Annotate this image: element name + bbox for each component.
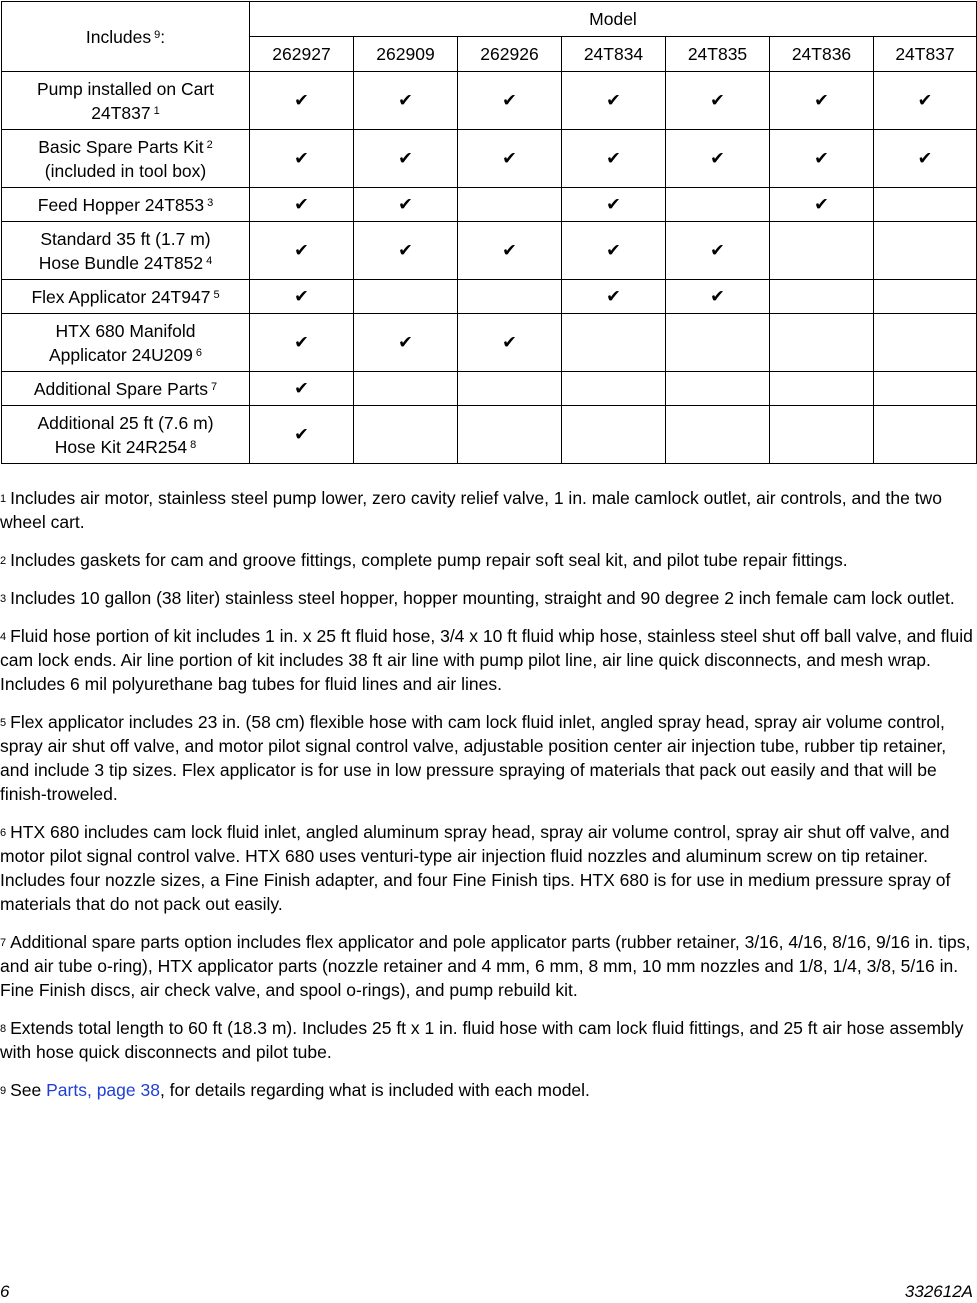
empty-cell (562, 406, 666, 464)
empty-cell (458, 372, 562, 406)
table-row (2, 372, 977, 406)
check-mark-icon: ✔ (250, 188, 354, 222)
check-mark-icon: ✔ (562, 280, 666, 314)
row-label: Pump installed on Cart 24T837 $^1$ (2, 72, 250, 130)
check-mark-icon: ✔ (666, 222, 770, 280)
empty-cell (666, 372, 770, 406)
check-mark-icon: ✔ (562, 188, 666, 222)
check-mark-icon: ✔ (666, 280, 770, 314)
check-mark-icon: ✔ (562, 222, 666, 280)
model-header: Model (250, 2, 977, 37)
empty-cell (874, 372, 977, 406)
check-mark-icon: ✔ (874, 130, 977, 188)
table-row (2, 188, 977, 222)
check-mark-icon: ✔ (250, 130, 354, 188)
empty-cell (874, 280, 977, 314)
empty-cell (458, 188, 562, 222)
empty-cell (562, 372, 666, 406)
page-number: 6 (0, 1282, 10, 1301)
model-number: 24T836 (770, 37, 874, 72)
check-mark-icon: ✔ (250, 406, 354, 464)
check-mark-icon: ✔ (354, 314, 458, 372)
check-mark-icon: ✔ (354, 130, 458, 188)
footnote-9: $^9$ See Parts, page 38, for details regarding what is included with each model. (0, 1080, 590, 1100)
footnote-4: $^4$ Fluid hose portion of kit includes 1 in. x 25 ft fluid hose, 3/4 x 10 ft fluid whip hose, stainless steel shut off ball valve, and fluid cam lock ends. Air line portion of kit includes 38 ft air line with pump pilot line, air line quick disconnects, and mesh wrap. Includes 6 mil polyurethane bag tubes for fluid lines and air lines. (0, 626, 973, 694)
check-mark-icon: ✔ (250, 222, 354, 280)
row-label: Standard 35 ft (1.7 m) Hose Bundle 24T852 $^4$ (2, 222, 250, 280)
row-label: HTX 680 Manifold Applicator 24U209 $^6$ (2, 314, 250, 372)
table-row (2, 280, 977, 314)
check-mark-icon: ✔ (874, 72, 977, 130)
check-mark-icon: ✔ (354, 72, 458, 130)
model-number: 24T835 (666, 37, 770, 72)
empty-cell (458, 406, 562, 464)
empty-cell (458, 280, 562, 314)
check-mark-icon: ✔ (354, 222, 458, 280)
table-row (2, 72, 977, 130)
row-label: Additional Spare Parts $^7$ (2, 372, 250, 406)
footnote-1: $^1$ Includes air motor, stainless steel pump lower, zero cavity relief valve, 1 in. male camlock outlet, air controls, and the two wheel cart. (0, 488, 942, 532)
check-mark-icon: ✔ (562, 130, 666, 188)
row-label: Additional 25 ft (7.6 m) Hose Kit 24R254 $^8$ (2, 406, 250, 464)
model-number: 24T837 (874, 37, 977, 72)
footnotes (0, 486, 975, 1116)
empty-cell (770, 280, 874, 314)
empty-cell (354, 406, 458, 464)
check-mark-icon: ✔ (562, 72, 666, 130)
row-label: Basic Spare Parts Kit $^2$ (included in tool box) (2, 130, 250, 188)
empty-cell (874, 314, 977, 372)
empty-cell (874, 188, 977, 222)
check-mark-icon: ✔ (458, 222, 562, 280)
empty-cell (770, 314, 874, 372)
check-mark-icon: ✔ (250, 280, 354, 314)
table-row (2, 222, 977, 280)
empty-cell (874, 222, 977, 280)
empty-cell (666, 188, 770, 222)
footnote-2: $^2$ Includes gaskets for cam and groove fittings, complete pump repair soft seal kit, and pilot tube repair fittings. (0, 550, 848, 570)
check-mark-icon: ✔ (458, 314, 562, 372)
table-row (2, 130, 977, 188)
check-mark-icon: ✔ (770, 72, 874, 130)
model-number: 262909 (354, 37, 458, 72)
parts-page-link[interactable]: Parts, page 38 (46, 1080, 160, 1100)
footnote-7: $^7$ Additional spare parts option includes flex applicator and pole applicator parts (rubber retainer, 3/16, 4/16, 8/16, 9/16 in. tips, and air tube o-ring), HTX applicator parts (nozzle retainer and 4 mm, 6 mm, 8 mm, 10 mm nozzles and 1/8, 1/4, 3/8, 5/16 in. Fine Finish discs, air check valve, and spool o-rings), and pump rebuild kit. (0, 932, 971, 1000)
footnote-6: $^6$ HTX 680 includes cam lock fluid inlet, angled aluminum spray head, spray air volume control, spray air shut off valve, and motor pilot signal control valve. HTX 680 uses venturi-type air injection fluid nozzles and aluminum screw on tip retainer. Includes four nozzle sizes, a Fine Finish adapter, and four Fine Finish tips. HTX 680 is for use in medium pressure spray of materials that do not pack out easily. (0, 822, 951, 914)
model-number: 24T834 (562, 37, 666, 72)
check-mark-icon: ✔ (354, 188, 458, 222)
includes-header: Includes $^9$: (2, 2, 250, 72)
model-number: 262926 (458, 37, 562, 72)
check-mark-icon: ✔ (458, 130, 562, 188)
check-mark-icon: ✔ (666, 130, 770, 188)
empty-cell (770, 406, 874, 464)
check-mark-icon: ✔ (250, 72, 354, 130)
empty-cell (354, 372, 458, 406)
includes-table (1, 1, 977, 464)
footnote-5: $^5$ Flex applicator includes 23 in. (58 cm) flexible hose with cam lock fluid inlet, angled spray head, spray air volume control, spray air shut off valve, and motor pilot signal control valve, adjustable position center air injection tube, rubber tip retainer, and include 3 tip sizes. Flex applicator is for use in low pressure spraying of materials that pack out easily and that will be finish-troweled. (0, 712, 947, 804)
check-mark-icon: ✔ (250, 314, 354, 372)
empty-cell (666, 406, 770, 464)
check-mark-icon: ✔ (666, 72, 770, 130)
document-id: 332612A (904, 1282, 973, 1301)
row-label: Flex Applicator 24T947 $^5$ (2, 280, 250, 314)
table-row (2, 406, 977, 464)
empty-cell (770, 222, 874, 280)
check-mark-icon: ✔ (770, 130, 874, 188)
empty-cell (874, 406, 977, 464)
check-mark-icon: ✔ (458, 72, 562, 130)
empty-cell (666, 314, 770, 372)
empty-cell (562, 314, 666, 372)
check-mark-icon: ✔ (770, 188, 874, 222)
empty-cell (354, 280, 458, 314)
table-row (2, 314, 977, 372)
check-mark-icon: ✔ (250, 372, 354, 406)
empty-cell (770, 372, 874, 406)
footnote-3: $^3$ Includes 10 gallon (38 liter) stainless steel hopper, hopper mounting, straight and 90 degree 2 inch female cam lock outlet. (0, 588, 955, 608)
model-number: 262927 (250, 37, 354, 72)
footnote-8: $^8$ Extends total length to 60 ft (18.3 m). Includes 25 ft x 1 in. fluid hose with cam lock fluid fittings, and 25 ft air hose assembly with hose quick disconnects and pilot tube. (0, 1018, 964, 1062)
row-label: Feed Hopper 24T853 $^3$ (2, 188, 250, 222)
